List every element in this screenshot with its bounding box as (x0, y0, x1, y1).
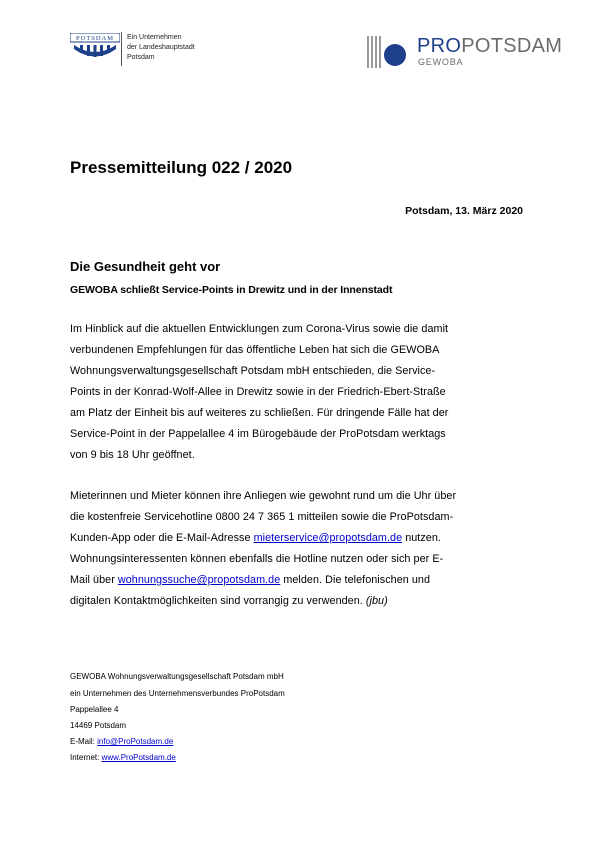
footer-email (70, 737, 173, 746)
footer-street: Pappelallee 4 (70, 705, 119, 714)
text-segment: melden. Die telefonischen und (280, 574, 431, 586)
mieterservice-email-link[interactable]: mieterservice@propotsdam.de (253, 532, 403, 544)
paragraph1-line: Service-Point in der Pappelallee 4 im Bürogebäude der ProPotsdam werktags (70, 428, 446, 440)
footer-city: 14469 Potsdam (70, 721, 127, 730)
paragraph2-line (70, 532, 441, 544)
paragraph2-line: die kostenfreie Servicehotline 0800 24 7 365 1 mitteilen sowie die ProPotsdam- (70, 511, 454, 523)
page-title: Pressemitteilung 022 / 2020 (70, 158, 293, 177)
paragraph1-line: Wohnungsverwaltungsgesellschaft Potsdam mbH entschieden, die Service- (70, 365, 436, 377)
potsdam-logo (70, 33, 120, 65)
subheadline: GEWOBA schließt Service-Points in Drewitz und in der Innenstadt (70, 284, 393, 296)
brand-subtitle: GEWOBA (418, 57, 464, 67)
tagline-line-3: Potsdam (127, 54, 155, 61)
brand-potsdam: POTSDAM (461, 35, 563, 57)
paragraph1-line: Points in der Konrad-Wolf-Allee in Drewitz sowie in der Friedrich-Ebert-Straße (70, 386, 446, 398)
tagline-line-2: der Landeshauptstadt (127, 44, 195, 51)
wohnungssuche-email-link[interactable]: wohnungssuche@propotsdam.de (117, 574, 281, 586)
paragraph2-line (70, 595, 388, 607)
paragraph2-line: Mieterinnen und Mieter können ihre Anliegen wie gewohnt rund um die Uhr über (70, 490, 457, 502)
text-segment: nutzen. (402, 532, 441, 544)
text-segment: Kunden-App oder die E-Mail-Adresse (70, 532, 254, 544)
paragraph1-line: Im Hinblick auf die aktuellen Entwicklungen zum Corona-Virus sowie die damit (70, 323, 449, 335)
footer-group: ein Unternehmen des Unternehmensverbundes ProPotsdam (70, 689, 285, 698)
paragraph1-line: von 9 bis 18 Uhr geöffnet. (70, 449, 195, 461)
web-label: Internet: (70, 753, 102, 762)
paragraph2-line (70, 574, 430, 586)
paragraph2-line: Wohnungsinteressenten können ebenfalls die Hotline nutzen oder sich per E- (70, 553, 444, 565)
footer-email-link[interactable]: info@ProPotsdam.de (97, 737, 174, 746)
headline: Die Gesundheit geht vor (70, 259, 221, 274)
release-date: Potsdam, 13. März 2020 (405, 205, 523, 217)
paragraph1-line: am Platz der Einheit bis auf weiteres zu schließen. Für dringende Fälle hat der (70, 407, 449, 419)
propotsdam-logo-icon (367, 34, 407, 72)
logo-divider (121, 32, 122, 66)
brand-pro: PRO (417, 35, 462, 57)
footer-web (70, 753, 176, 762)
text-segment: Mail über (70, 574, 118, 586)
tagline-line-1: Ein Unternehmen (127, 34, 182, 41)
email-label: E-Mail: (70, 737, 98, 746)
potsdam-logo-text: POTSDAM (75, 35, 115, 42)
text-segment: digitalen Kontaktmöglichkeiten sind vorrangig zu verwenden. (70, 595, 366, 607)
footer-web-link[interactable]: www.ProPotsdam.de (101, 753, 176, 762)
propotsdam-wordmark (417, 35, 562, 57)
potsdam-tagline (127, 33, 195, 63)
footer-company: GEWOBA Wohnungsverwaltungsgesellschaft Potsdam mbH (70, 672, 284, 681)
paragraph1-line: verbundenen Empfehlungen für das öffentliche Leben hat sich die GEWOBA (70, 344, 440, 356)
author-signature: (jbu) (365, 595, 388, 607)
